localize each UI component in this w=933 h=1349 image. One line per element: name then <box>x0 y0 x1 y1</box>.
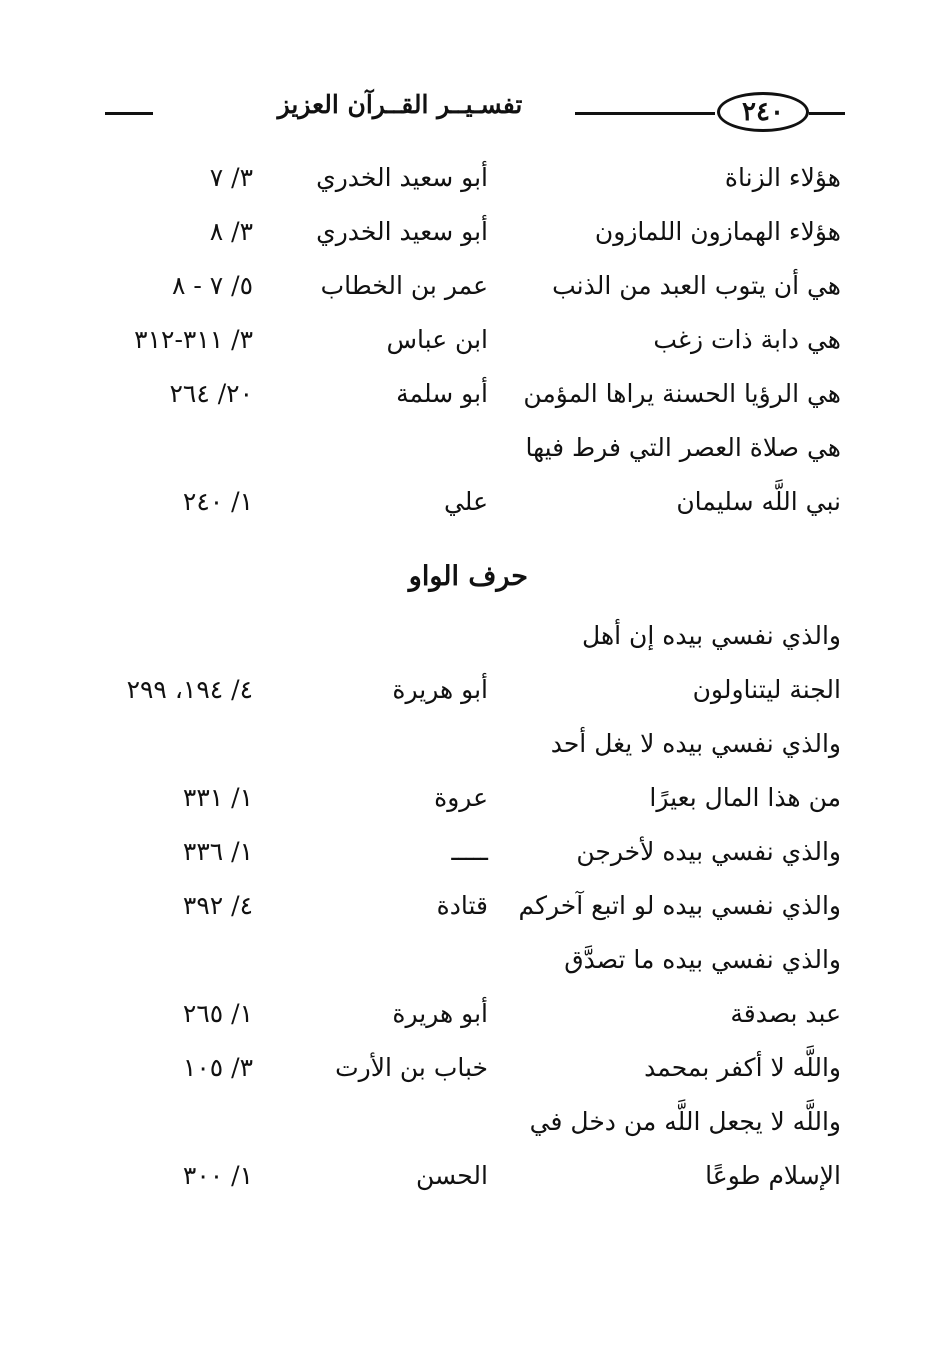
index-row <box>0 937 933 991</box>
index-narrator: قتادة <box>436 891 488 920</box>
index-narrator: أبو سعيد الخدري <box>316 217 488 246</box>
index-phrase: من هذا المال بعيرًا <box>649 783 841 812</box>
index-reference: ١/ ٢٤٠ <box>182 487 253 516</box>
index-phrase: عبد بصدقة <box>730 999 841 1028</box>
index-narrator: أبو هريرة <box>392 999 488 1028</box>
index-reference: ١/ ٣٣١ <box>182 783 253 812</box>
index-reference: ٤/ ١٩٤، ٢٩٩ <box>126 675 253 704</box>
index-row <box>0 317 933 371</box>
index-row <box>0 479 933 533</box>
index-row <box>0 1099 933 1153</box>
index-phrase: هي أن يتوب العبد من الذنب <box>552 271 841 300</box>
index-narrator: عمر بن الخطاب <box>320 271 488 300</box>
index-reference: ٣/ ٣١١-٣١٢ <box>134 325 253 354</box>
index-row <box>0 667 933 721</box>
index-row <box>0 829 933 883</box>
page-number: ٢٤٠ <box>717 92 809 132</box>
index-narrator: أبو سعيد الخدري <box>316 163 488 192</box>
index-narrator: الحسن <box>415 1161 488 1190</box>
header-rule-middle <box>575 112 715 115</box>
index-phrase: والذي نفسي بيده لا يغل أحد <box>550 729 841 758</box>
index-narrator: أبو هريرة <box>392 675 488 704</box>
index-reference: ١/ ٣٠٠ <box>182 1161 253 1190</box>
index-row <box>0 425 933 479</box>
index-reference: ١/ ٣٣٦ <box>182 837 253 866</box>
index-phrase: والذي نفسي بيده إن أهل <box>582 621 841 650</box>
index-row <box>0 1045 933 1099</box>
index-reference: ٢٠/ ٢٦٤ <box>169 379 253 408</box>
index-narrator: خباب بن الأرت <box>335 1053 488 1082</box>
index-phrase: هي الرؤيا الحسنة يراها المؤمن <box>523 379 841 408</box>
index-phrase: الإسلام طوعًا <box>705 1161 841 1190</box>
index-phrase: واللَّه لا أكفر بمحمد <box>644 1053 841 1082</box>
section-heading <box>0 533 933 613</box>
index-phrase: هؤلاء الزناة <box>724 163 841 192</box>
index-reference: ٣/ ٨ <box>209 217 253 246</box>
index-phrase: والذي نفسي بيده لو اتبع آخركم <box>518 891 841 920</box>
index-phrase: هي دابة ذات زغب <box>653 325 841 354</box>
header-rule-left <box>105 112 153 115</box>
index-reference: ٣/ ١٠٥ <box>182 1053 253 1082</box>
index-phrase: نبي اللَّه سليمان <box>676 487 841 516</box>
index-row <box>0 991 933 1045</box>
index-phrase: واللَّه لا يجعل اللَّه من دخل في <box>529 1107 841 1136</box>
index-row <box>0 155 933 209</box>
index-row <box>0 613 933 667</box>
index-phrase: هؤلاء الهمازون اللمازون <box>594 217 841 246</box>
page-header <box>100 88 845 138</box>
index-row <box>0 775 933 829</box>
section-title: حرف الواو <box>408 561 528 592</box>
index-narrator: أبو سلمة <box>396 379 488 408</box>
index-row <box>0 721 933 775</box>
index-reference: ١/ ٢٦٥ <box>182 999 253 1028</box>
index-list <box>0 155 933 1207</box>
book-title: تفسـيــر القــرآن العزيز <box>277 90 523 119</box>
index-phrase: الجنة ليتناولون <box>692 675 841 704</box>
index-phrase: والذي نفسي بيده لأخرجن <box>576 837 841 866</box>
index-row <box>0 209 933 263</box>
index-row <box>0 883 933 937</box>
index-narrator: علي <box>443 487 488 516</box>
index-phrase: والذي نفسي بيده ما تصدَّق <box>564 945 841 974</box>
index-row <box>0 371 933 425</box>
index-narrator: عروة <box>434 783 488 812</box>
index-narrator: ابن عباس <box>386 325 488 354</box>
index-row <box>0 1153 933 1207</box>
index-reference: ٥/ ٧ - ٨ <box>171 271 253 300</box>
index-phrase: هي صلاة العصر التي فرط فيها <box>525 433 841 462</box>
index-row <box>0 263 933 317</box>
index-narrator: ـــــ <box>451 837 488 866</box>
index-reference: ٤/ ٣٩٢ <box>182 891 253 920</box>
index-reference: ٣/ ٧ <box>209 163 253 192</box>
header-rule-right <box>809 112 845 115</box>
